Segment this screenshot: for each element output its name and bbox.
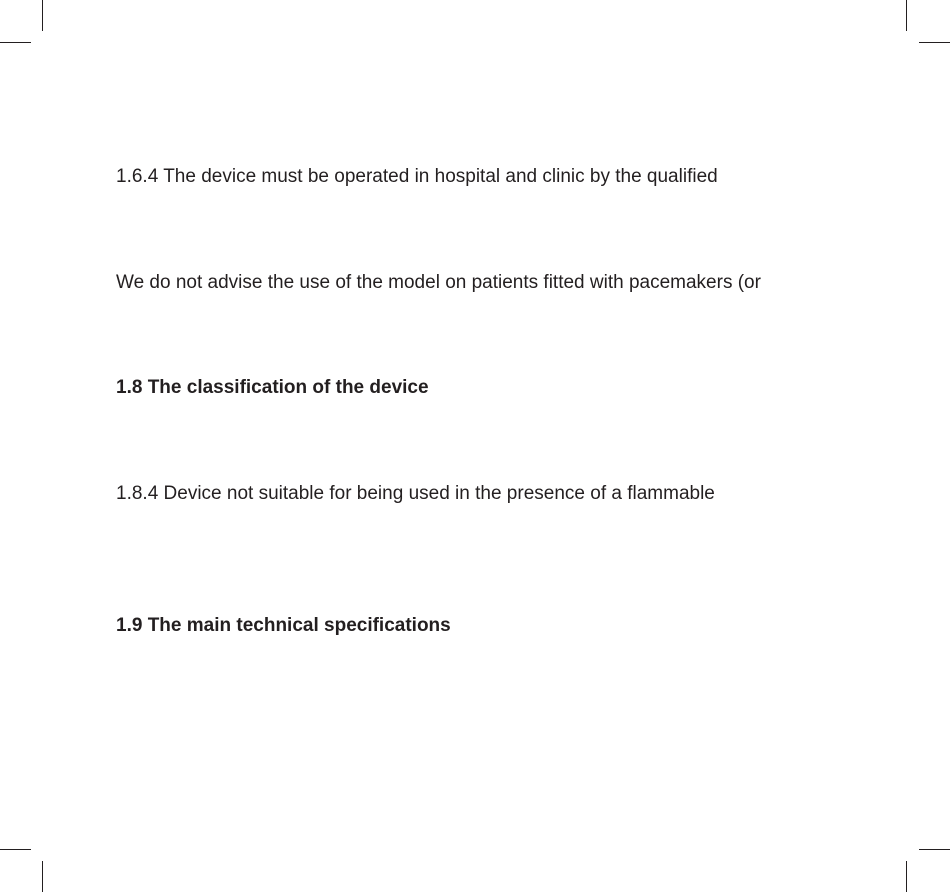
crop-mark-bottom-right-vertical: [906, 861, 907, 892]
text-line-pacemaker-advice: We do not advise the use of the model on patients fitted with pacemakers (or: [116, 272, 761, 293]
crop-mark-top-left-horizontal: [0, 42, 31, 43]
crop-mark-bottom-right-horizontal: [919, 849, 950, 850]
crop-mark-bottom-left-vertical: [42, 861, 43, 892]
crop-mark-bottom-left-horizontal: [0, 849, 31, 850]
text-line-1-6-4: 1.6.4 The device must be operated in hospital and clinic by the qualified: [116, 166, 718, 187]
crop-mark-top-right-vertical: [906, 0, 907, 31]
section-heading-classification: 1.8 The classification of the device: [116, 377, 429, 398]
text-line-1-8-4: 1.8.4 Device not suitable for being used in the presence of a flammable: [116, 483, 715, 504]
section-heading-specifications: 1.9 The main technical specifications: [116, 615, 451, 636]
crop-mark-top-left-vertical: [42, 0, 43, 31]
crop-mark-top-right-horizontal: [919, 42, 950, 43]
